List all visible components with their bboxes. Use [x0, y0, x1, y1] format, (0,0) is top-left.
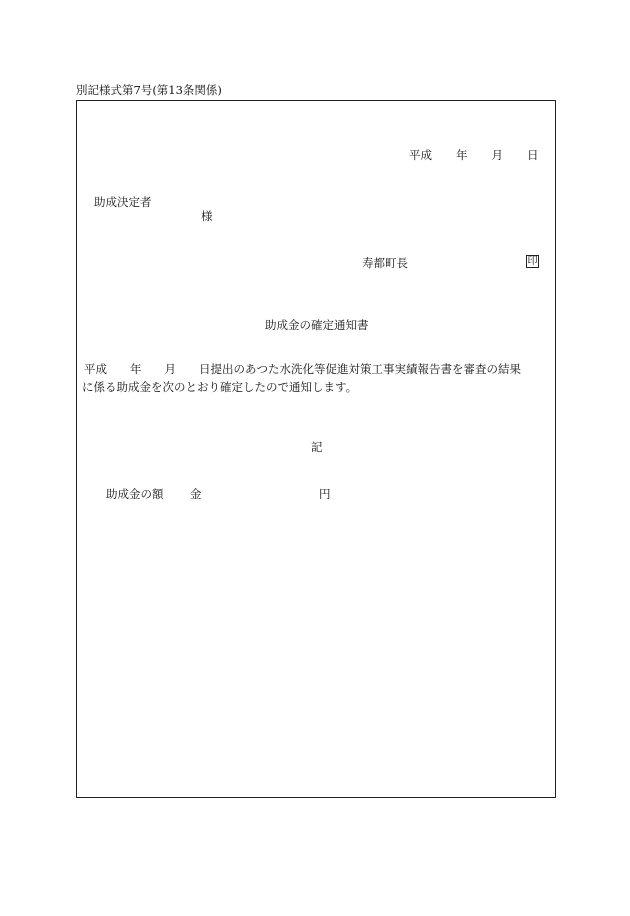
- ki-heading: 記: [311, 440, 323, 454]
- issuer-title: 寿都町長: [362, 256, 408, 270]
- date-month-unit: 月: [491, 148, 503, 162]
- date-day-unit: 日: [527, 148, 539, 162]
- recipient-honorific: 様: [201, 209, 213, 223]
- amount-prefix: 金: [190, 487, 202, 501]
- document-title: 助成金の確定通知書: [265, 318, 369, 332]
- date-year-unit: 年: [456, 148, 468, 162]
- date-line: [409, 150, 539, 162]
- seal-mark: 印: [527, 256, 538, 267]
- recipient-label: 助成決定者: [94, 195, 152, 209]
- amount-suffix: 円: [319, 487, 331, 501]
- form-reference: 別記様式第7号(第13条関係): [76, 83, 222, 97]
- body-text-line-2: に係る助成金を次のとおり確定したので通知します。: [82, 380, 358, 394]
- date-era: 平成: [409, 148, 432, 162]
- body-text-line-1: 平成 年 月 日提出のあつた水洗化等促進対策工事実績報告書を審査の結果: [84, 362, 521, 376]
- amount-label: 助成金の額: [106, 487, 164, 501]
